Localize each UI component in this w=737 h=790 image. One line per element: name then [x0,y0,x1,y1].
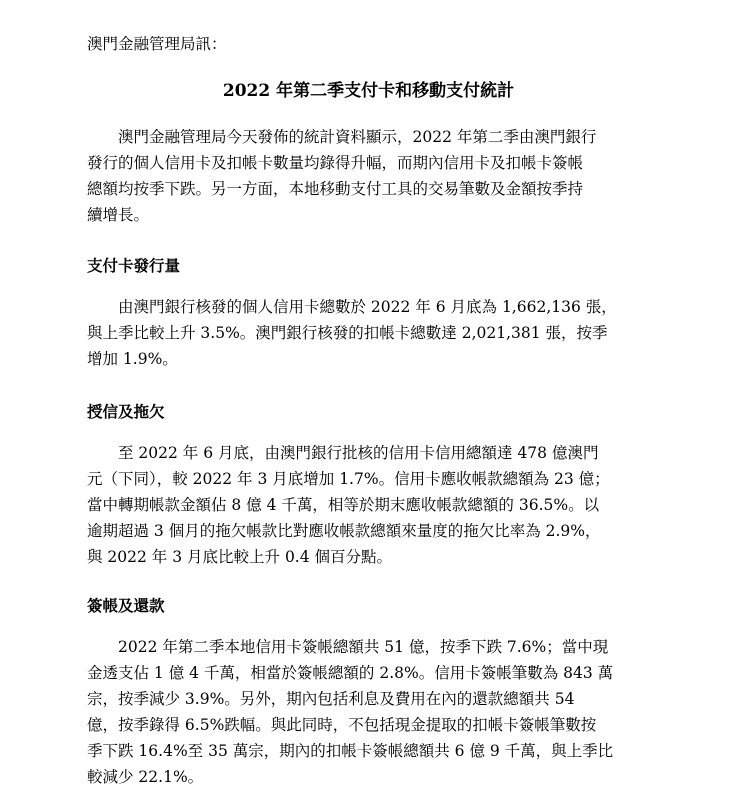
section-heading-card-issuance: 支付卡發行量 [87,256,181,275]
section-paragraph-credit-delinquency [87,440,657,570]
intro-paragraph [87,124,657,228]
source-line: 澳門金融管理局訊： [87,35,227,53]
document-title: 2022 年第二季支付卡和移動支付統計 [222,81,515,101]
paragraph-line: 宗，按季減少 3.9%。另外，期內包括利息及費用在內的還款總額共 54 [87,690,575,708]
paragraph-line: 與 2022 年 3 月底比較上升 0.4 個百分點。 [87,548,393,566]
paragraph-line: 金透支佔 1 億 4 千萬，相當於簽帳總額的 2.8%。信用卡簽帳筆數為 843 萬 [87,664,614,682]
paragraph-line: 億，按季錄得 6.5%跌幅。與此同時，不包括現金提取的扣帳卡簽帳筆數按 [87,716,597,734]
paragraph-line: 與上季比較上升 3.5%。澳門銀行核發的扣帳卡總數達 2,021,381 張，按季 [87,324,608,342]
intro-line: 澳門金融管理局今天發佈的統計資料顯示，2022 年第二季由澳門銀行 [87,128,597,146]
intro-line: 總額均按季下跌。另一方面，本地移動支付工具的交易筆數及金額按季持 [87,180,584,198]
section-paragraph-card-issuance [87,294,657,372]
paragraph-line: 2022 年第二季本地信用卡簽帳總額共 51 億，按季下跌 7.6%；當中現 [87,638,609,656]
section-heading-spending-repayment: 簽帳及還款 [87,596,165,615]
paragraph-line: 由澳門銀行核發的個人信用卡總數於 2022 年 6 月底為 1,662,136 張， [87,298,617,316]
paragraph-line: 至 2022 年 6 月底，由澳門銀行批核的信用卡信用總額達 478 億澳門 [87,444,599,462]
paragraph-line: 季下跌 16.4%至 35 萬宗，期內的扣帳卡簽帳總額共 6 億 9 千萬，與上季比 [87,742,614,760]
paragraph-line: 逾期超過 3 個月的拖欠帳款比對應收帳款總額來量度的拖欠比率為 2.9%， [87,522,601,540]
paragraph-line: 當中轉期帳款金額佔 8 億 4 千萬，相等於期末應收帳款總額的 36.5%。以 [87,496,600,514]
section-paragraph-spending-repayment [87,634,657,790]
paragraph-line: 較減少 22.1%。 [87,768,204,786]
paragraph-line: 元（下同），較 2022 年 3 月底增加 1.7%。信用卡應收帳款總額為 23 億； [87,470,610,488]
intro-line: 續增長。 [87,206,150,224]
section-heading-credit-delinquency: 授信及拖欠 [87,402,165,421]
intro-line: 發行的個人信用卡及扣帳卡數量均錄得升幅，而期內信用卡及扣帳卡簽帳 [87,154,584,172]
paragraph-line: 增加 1.9%。 [87,350,178,368]
